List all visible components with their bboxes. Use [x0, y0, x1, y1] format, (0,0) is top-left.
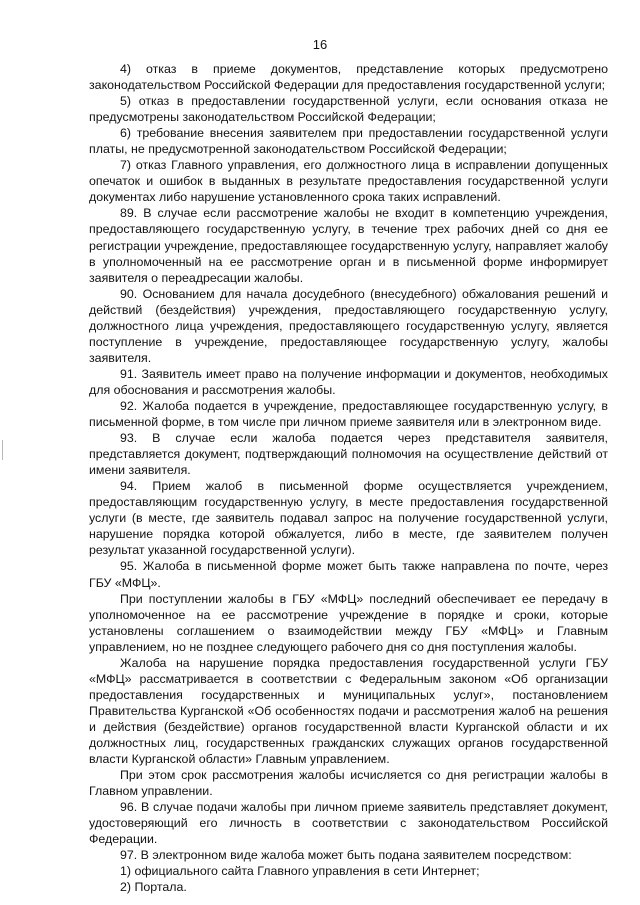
document-body — [89, 61, 608, 895]
list-item-official-site: 1) официального сайта Главного управления в сети Интернет; — [120, 864, 480, 879]
paragraph-95: 95. Жалоба в письменной форме может быть также направлена по почте, через ГБУ «МФЦ». — [89, 559, 608, 590]
paragraph-90: 90. Основанием для начала досудебного (внесудебного) обжалования решений и действий (бездействия) учреждения, предоставляющего государственную услугу, должностного лица учреждения, предоставляющего государственную услугу, является поступление в учреждение, предоставляющее государственную услугу, жалобы заявителя. — [89, 286, 608, 365]
page-number: 16 — [312, 37, 328, 52]
paragraph-review-period: При этом срок рассмотрения жалобы исчисляется со дня регистрации жалобы в Главном управлении. — [89, 768, 608, 799]
paragraph-6-payment-demand: 6) требование внесения заявителем при предоставлении государственной услуги платы, не предусмотренной законодательством Российской Федерации; — [89, 126, 608, 157]
paragraph-92: 92. Жалоба подается в учреждение, предоставляющее государственную услугу, в письменной форме, в том числе при личном приеме заявителя или в электронном виде. — [89, 398, 608, 430]
paragraph-89: 89. В случае если рассмотрение жалобы не входит в компетенцию учреждения, предоставляющего государственную услугу, в течение трех рабочих дней со дня ее регистрации учреждение, предоставляющее государственную услугу, направляет жалобу в уполномоченный на ее рассмотрение орган и в письменной форме информирует заявителя о переадресации жалобы. — [89, 206, 608, 285]
paragraph-7-correction-refusal: 7) отказ Главного управления, его должностного лица в исправлении допущенных опечаток и ошибок в выданных в результате предоставления государственной услуги документах либо нарушение установленного срока таких исправлений. — [89, 158, 608, 205]
list-item-portal: 2) Портала. — [120, 880, 187, 895]
paragraph-93: 93. В случае если жалоба подается через представителя заявителя, представляется документ, подтверждающий полномочия на осуществление действий от имени заявителя. — [89, 431, 608, 478]
scan-margin-mark — [2, 440, 3, 460]
paragraph-5-refusal-service: 5) отказ в предоставлении государственной услуги, если основания отказа не предусмотрены законодательством Российской Федерации; — [89, 94, 608, 125]
paragraph-97: 97. В электронном виде жалоба может быть подана заявителем посредством: — [120, 848, 572, 863]
paragraph-mfc-complaint: Жалоба на нарушение порядка предоставления государственной услуги ГБУ «МФЦ» рассматривается в соответствии с Федеральным законом «Об организации предоставления государственных и муниципальных услуг», постановлением Правительства Курганской «Об особенностях подачи и рассмотрения жалоб на решения и действия (бездействие) органов государственной власти Курганской области и их должностных лиц, государственных гражданских служащих органов государственной власти Курганской области» Главным управлением. — [89, 655, 608, 767]
paragraph-94: 94. Прием жалоб в письменной форме осуществляется учреждением, предоставляющим государственную услугу, в месте предоставления государственной услуги (в месте, где заявитель подавал запрос на получение государственной услуги, нарушение порядка которой обжалуется, либо в месте, где заявителем получен результат указанной государственной услуги). — [89, 479, 608, 558]
paragraph-4-refusal-documents: 4) отказ в приеме документов, представление которых предусмотрено законодательством Российской Федерации для предоставления государственной услуги; — [89, 62, 608, 93]
paragraph-91: 91. Заявитель имеет право на получение информации и документов, необходимых для обоснования и рассмотрения жалобы. — [89, 366, 608, 397]
paragraph-96: 96. В случае подачи жалобы при личном приеме заявитель представляет документ, удостоверяющий его личность в соответствии с законодательством Российской Федерации. — [89, 800, 608, 847]
paragraph-mfc-transfer: При поступлении жалобы в ГБУ «МФЦ» последний обеспечивает ее передачу в уполномоченное на ее рассмотрение учреждение в порядке и сроки, которые установлены соглашением о взаимодействии между ГБУ «МФЦ» и Главным управлением, но не позднее следующего рабочего дня со дня поступления жалобы. — [89, 591, 608, 654]
